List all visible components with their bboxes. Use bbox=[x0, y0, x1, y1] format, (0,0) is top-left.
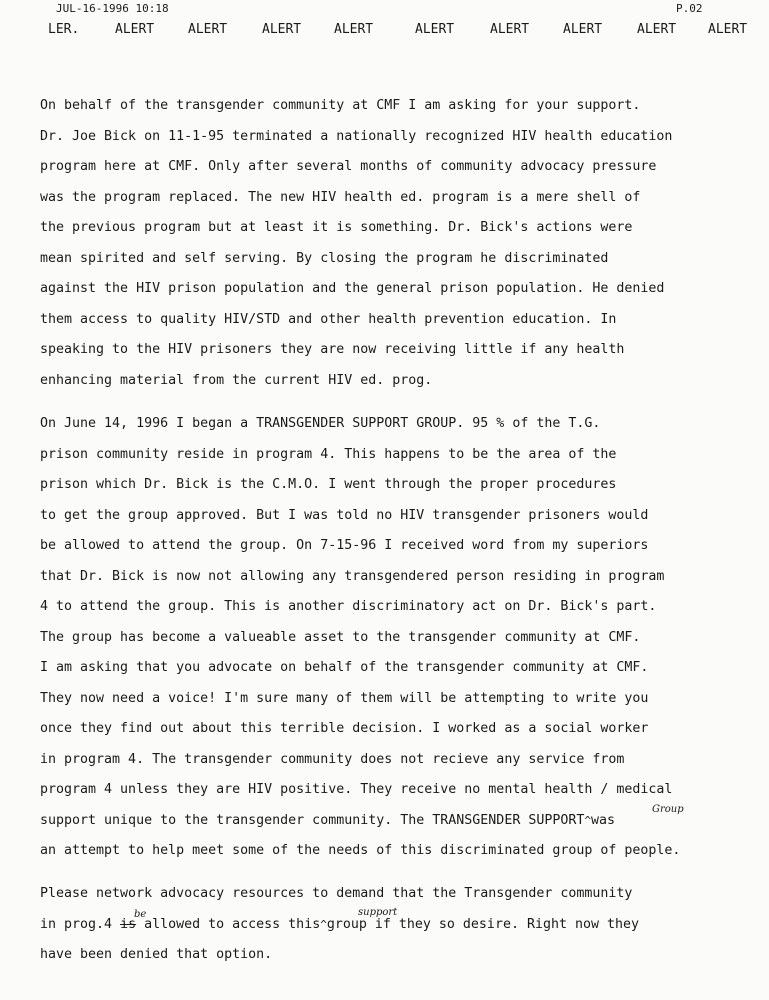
alert-banner bbox=[0, 22, 769, 42]
alert-word: LER. bbox=[48, 22, 80, 37]
text-line: On behalf of the transgender community at CMF I am asking for your support. bbox=[40, 98, 641, 113]
fax-timestamp: JUL-16-1996 10:18 bbox=[56, 2, 169, 15]
text-line: an attempt to help meet some of the needs of this discriminated group of people. bbox=[40, 843, 681, 858]
paragraph-request bbox=[40, 884, 765, 976]
text-line: in program 4. The transgender community does not recieve any service from bbox=[40, 751, 625, 767]
text-line: program 4 unless they are HIV positive. They receive no mental health / medical bbox=[40, 782, 673, 797]
alert-word: ALERT bbox=[563, 22, 603, 37]
paragraph-support-group bbox=[40, 414, 765, 872]
text-line-with-insert bbox=[40, 803, 765, 842]
text-line: support unique to the transgender community. The TRANSGENDER SUPPORT bbox=[40, 812, 585, 828]
text-fragment: group if they so desire. Right now they bbox=[326, 916, 640, 932]
alert-word: ALERT bbox=[490, 22, 530, 37]
text-line: I am asking that you advocate on behalf of the transgender community at CMF. bbox=[40, 660, 649, 675]
handwritten-group: Group bbox=[652, 803, 684, 815]
alert-word: ALERT bbox=[115, 22, 155, 37]
alert-word: ALERT bbox=[188, 22, 228, 37]
text-line: prison community reside in program 4. This happens to be the area of the bbox=[40, 446, 617, 462]
text-line: Please network advocacy resources to demand that the Transgender community bbox=[40, 886, 633, 901]
text-line: to get the group approved. But I was told no HIV transgender prisoners would bbox=[40, 507, 649, 523]
text-line: was the program replaced. The new HIV health ed. program is a mere shell of bbox=[40, 189, 641, 205]
text-fragment: in prog.4 bbox=[40, 916, 121, 932]
text-line: against the HIV prison population and the general prison population. He denied bbox=[40, 281, 665, 296]
handwritten-support: support bbox=[358, 906, 398, 918]
insert-caret: ^ bbox=[584, 813, 591, 827]
text-line: speaking to the HIV prisoners they are now receiving little if any health bbox=[40, 342, 625, 357]
insert-caret: ^ bbox=[320, 917, 327, 931]
text-line: once they find out about this terrible decision. I worked as a social worker bbox=[40, 721, 649, 736]
text-line: They now need a voice! I'm sure many of them will be attempting to write you bbox=[40, 690, 649, 706]
text-line: On June 14, 1996 I began a TRANSGENDER SUPPORT GROUP. 95 % of the T.G. bbox=[40, 416, 601, 431]
text-line: program here at CMF. Only after several months of community advocacy pressure bbox=[40, 159, 657, 174]
text-line: Dr. Joe Bick on 11-1-95 terminated a nationally recognized HIV health education bbox=[40, 128, 673, 144]
alert-word: ALERT bbox=[334, 22, 374, 37]
text-line: that Dr. Bick is now not allowing any transgendered person residing in program bbox=[40, 568, 665, 584]
text-line-with-corrections bbox=[40, 906, 765, 946]
alert-word: ALERT bbox=[708, 22, 748, 37]
paragraph-hiv-program bbox=[40, 96, 765, 401]
fax-page-number: P.02 bbox=[676, 2, 703, 15]
alert-word: ALERT bbox=[262, 22, 302, 37]
text-fragment: allowed to access this bbox=[136, 916, 321, 932]
alert-word: ALERT bbox=[415, 22, 455, 37]
fax-header bbox=[0, 2, 769, 16]
text-line: be allowed to attend the group. On 7-15-96 I received word from my superiors bbox=[40, 538, 649, 553]
text-line: prison which Dr. Bick is the C.M.O. I went through the proper procedures bbox=[40, 477, 617, 492]
text-line: The group has become a valueable asset to the transgender community at CMF. bbox=[40, 629, 641, 645]
text-line: 4 to attend the group. This is another discriminatory act on Dr. Bick's part. bbox=[40, 599, 657, 614]
handwritten-be: be bbox=[134, 908, 147, 920]
struck-word: is bbox=[120, 916, 137, 932]
text-line-end: was bbox=[591, 812, 616, 828]
text-line: them access to quality HIV/STD and other health prevention education. In bbox=[40, 311, 617, 327]
text-line: have been denied that option. bbox=[40, 947, 273, 962]
text-line: enhancing material from the current HIV ed. prog. bbox=[40, 372, 433, 388]
text-line: the previous program but at least it is something. Dr. Bick's actions were bbox=[40, 220, 633, 235]
alert-word: ALERT bbox=[637, 22, 677, 37]
text-line: mean spirited and self serving. By closing the program he discriminated bbox=[40, 250, 609, 266]
